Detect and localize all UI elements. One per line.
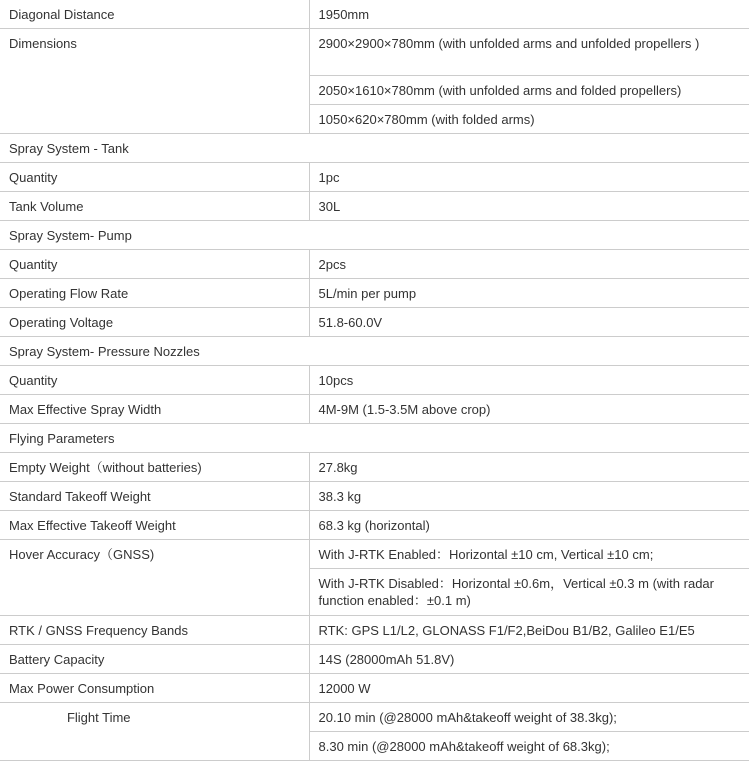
table-row [0, 453, 749, 482]
section-heading: Spray System- Pressure Nozzles [0, 337, 749, 366]
spec-label: Dimensions [0, 29, 309, 134]
section-row [0, 424, 749, 453]
spec-label: Hover Accuracy（GNSS) [0, 540, 309, 616]
spec-value: 2pcs [309, 250, 749, 279]
spec-value: 4M-9M (1.5-3.5M above crop) [309, 395, 749, 424]
spec-label: Empty Weight（without batteries) [0, 453, 309, 482]
spec-label: Tank Volume [0, 192, 309, 221]
table-row [0, 395, 749, 424]
table-row [0, 482, 749, 511]
spec-value: 10pcs [309, 366, 749, 395]
spec-value: 1pc [309, 163, 749, 192]
spec-value: 20.10 min (@28000 mAh&takeoff weight of 38.3kg); [309, 703, 749, 732]
table-row [0, 0, 749, 29]
spec-value: RTK: GPS L1/L2, GLONASS F1/F2,BeiDou B1/B2, Galileo E1/E5 [309, 616, 749, 645]
spec-value: 14S (28000mAh 51.8V) [309, 645, 749, 674]
spec-value: 38.3 kg [309, 482, 749, 511]
table-row [0, 366, 749, 395]
spec-label: Max Power Consumption [0, 674, 309, 703]
spec-value: 8.30 min (@28000 mAh&takeoff weight of 68.3kg); [309, 732, 749, 761]
spec-label: Battery Capacity [0, 645, 309, 674]
spec-value: 2050×1610×780mm (with unfolded arms and folded propellers) [309, 76, 749, 105]
table-row [0, 645, 749, 674]
section-heading: Spray System - Tank [0, 134, 749, 163]
section-heading: Flying Parameters [0, 424, 749, 453]
spec-value: 5L/min per pump [309, 279, 749, 308]
spec-label: Standard Takeoff Weight [0, 482, 309, 511]
spec-value: 27.8kg [309, 453, 749, 482]
spec-value: 51.8-60.0V [309, 308, 749, 337]
table-row [0, 616, 749, 645]
table-row [0, 674, 749, 703]
spec-label: Max Effective Takeoff Weight [0, 511, 309, 540]
table-row [0, 163, 749, 192]
table-row [0, 250, 749, 279]
spec-label: Quantity [0, 366, 309, 395]
spec-label: RTK / GNSS Frequency Bands [0, 616, 309, 645]
section-row [0, 221, 749, 250]
spec-label: Quantity [0, 250, 309, 279]
section-row [0, 134, 749, 163]
spec-value: 1050×620×780mm (with folded arms) [309, 105, 749, 134]
spec-label: Quantity [0, 163, 309, 192]
spec-value: 68.3 kg (horizontal) [309, 511, 749, 540]
section-heading: Spray System- Pump [0, 221, 749, 250]
table-row [0, 540, 749, 569]
table-row [0, 703, 749, 732]
spec-label: Max Effective Spray Width [0, 395, 309, 424]
spec-value: 2900×2900×780mm (with unfolded arms and unfolded propellers ) [309, 29, 749, 76]
table-row [0, 308, 749, 337]
spec-label: Flight Time [0, 703, 309, 761]
table-row [0, 192, 749, 221]
spec-label: Operating Voltage [0, 308, 309, 337]
spec-value: 1950mm [309, 0, 749, 29]
spec-label: Operating Flow Rate [0, 279, 309, 308]
table-row [0, 29, 749, 76]
section-row [0, 337, 749, 366]
spec-value: 30L [309, 192, 749, 221]
spec-label: Diagonal Distance [0, 0, 309, 29]
table-row [0, 279, 749, 308]
spec-value: 12000 W [309, 674, 749, 703]
spec-value: With J-RTK Enabled：Horizontal ±10 cm, Vertical ±10 cm; [309, 540, 749, 569]
table-row [0, 511, 749, 540]
spec-value: With J-RTK Disabled：Horizontal ±0.6m，Vertical ±0.3 m (with radar function enabled：±0.1 m) [309, 569, 749, 616]
